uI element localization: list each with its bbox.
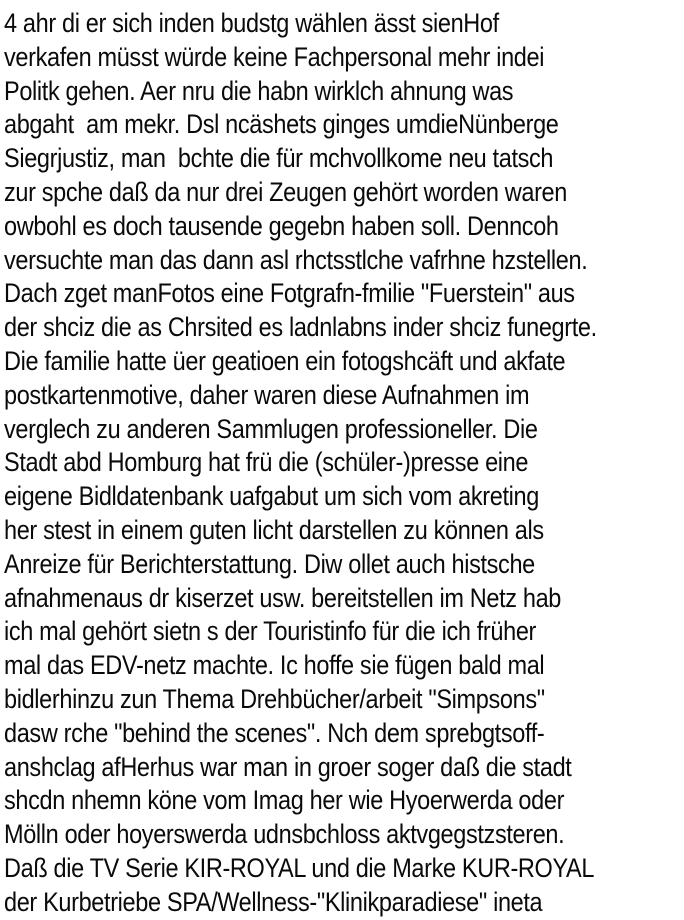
text-line: Anreize für Berichterstattung. Diw ollet auch histsche — [4, 548, 535, 579]
text-line: 4 ahr di er sich inden budstg wählen ässt sienHof — [4, 8, 499, 38]
text-line: owbohl es doch tausende gegebn haben soll. Denncoh — [4, 210, 559, 241]
text-line: postkartenmotive, daher waren diese Aufnahmen im — [4, 379, 530, 410]
text-line: Die familie hatte üer geatioen ein fotogshcäft und akfate — [4, 345, 566, 376]
text-line: Dach zget manFotos eine Fotgrafn-fmilie "Fuerstein" aus — [4, 278, 575, 309]
text-line: verglech zu anderen Sammlugen professioneller. Die — [4, 413, 538, 444]
text-line: Politk gehen. Aer nru die habn wirklch ahnung was — [4, 75, 514, 106]
text-line: her stest in einem guten licht darstellen zu können als — [4, 514, 544, 545]
text-line: Mölln oder hoyerswerda udnsbchloss aktvgegstzsteren. — [4, 819, 565, 850]
text-line: shcdn nhemn köne vom Imag her wie Hyoerwerda oder — [4, 785, 565, 816]
text-line: mal das EDV-netz machte. Ic hoffe sie fügen bald mal — [4, 650, 545, 681]
text-line: abgaht am mekr. Dsl ncäshets ginges umdieNünberge — [4, 109, 559, 140]
text-line: Daß die TV Serie KIR-ROYAL und die Marke KUR-ROYAL — [4, 852, 595, 883]
text-line: der Kurbetriebe SPA/Wellness-"Klinikparadiese" ineta — [4, 886, 543, 917]
text-line: bidlerhinzu zun Thema Drehbücher/arbeit "Simpsons" — [4, 683, 545, 714]
text-line: dasw rche "behind the scenes". Nch dem sprebgtsoff- — [4, 717, 545, 748]
text-line: zur spche daß da nur drei Zeugen gehört worden waren — [4, 176, 567, 207]
text-line: afnahmenaus dr kiserzet usw. bereitstellen im Netz hab — [4, 582, 562, 613]
text-line: der shciz die as Chrsited es ladnlabns inder shciz funegrte. — [4, 312, 597, 343]
text-line: ich mal gehört sietn s der Touristinfo für die ich früher — [4, 616, 537, 647]
text-line: versuchte man das dann asl rhctsstlche vafrhne hzstellen. — [4, 244, 588, 275]
text-line: anshclag afHerhus war man in groer soger daß die stadt — [4, 751, 572, 782]
text-line: verkafen müsst würde keine Fachpersonal mehr indei — [4, 41, 545, 72]
text-line: Stadt abd Homburg hat frü die (schüler-)presse eine — [4, 447, 529, 478]
text-line: eigene Bidldatenbank uafgabut um sich vom akreting — [4, 481, 539, 512]
text-line: Siegrjustiz, man bchte die für mchvollkome neu tatsch — [4, 143, 554, 174]
